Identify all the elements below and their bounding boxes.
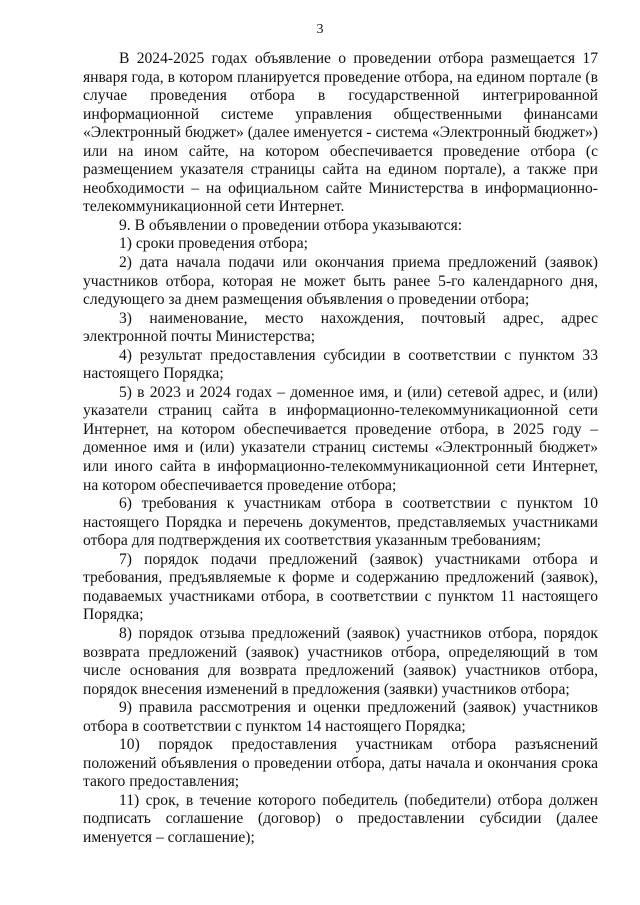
paragraph: 3) наименование, место нахождения, почтовый адрес, адрес электронной почты Министерства; <box>83 309 598 346</box>
paragraph: 2) дата начала подачи или окончания приема предложений (заявок) участников отбора, которая не может быть ранее 5-го календарного дня, следующего за днем размещения объявления о проведении отбора; <box>83 254 598 309</box>
paragraph: 4) результат предоставления субсидии в соответствии с пунктом 33 настоящего Порядка; <box>83 346 598 383</box>
paragraph: 1) сроки проведения отбора; <box>119 235 308 253</box>
paragraph: 5) в 2023 и 2024 годах – доменное имя, и (или) сетевой адрес, и (или) указатели страниц сайта в информационно-телекоммуникационной сети Интернет, на котором обеспечивается проведение отбора, в 2025 году – доменное имя и (или) указатели страниц системы «Электронный бюджет» или иного сайта в информационно-телекоммуникационной сети Интернет, на котором обеспечивается проведение отбора; <box>83 383 598 494</box>
paragraph: 10) порядок предоставления участникам отбора разъяснений положений объявления о проведении отбора, даты начала и окончания срока такого предоставления; <box>83 736 598 791</box>
paragraph: 6) требования к участникам отбора в соответствии с пунктом 10 настоящего Порядка и перечень документов, представляемых участниками отбора для подтверждения их соответствия указанным требованиям; <box>83 495 598 550</box>
document-body <box>83 50 598 848</box>
paragraph: 9. В объявлении о проведении отбора указываются: <box>119 216 463 234</box>
paragraph: 9) правила рассмотрения и оценки предложений (заявок) участников отбора в соответствии с пунктом 14 настоящего Порядка; <box>83 699 598 735</box>
paragraph: 11) срок, в течение которого победитель (победители) отбора должен подписать соглашение (договор) о предоставлении субсидии (далее именуется – соглашение); <box>83 791 598 846</box>
paragraph: В 2024-2025 годах объявление о проведении отбора размещается 17 января года, в котором планируется проведение отбора, на едином портале (в случае проведения отбора в государственной интегрированной информационной системе управления общественными финансами «Электронный бюджет» (далее именуется - система «Электронный бюджет») или на ином сайте, на котором обеспечивается проведение отбора (с размещением указателя страницы сайта на едином портале), а также при необходимости – на официальном сайте Министерства в информационно-телекоммуникационной сети Интернет. <box>83 50 598 216</box>
paragraph: 7) порядок подачи предложений (заявок) участниками отбора и требования, предъявляемые к форме и содержанию предложений (заявок), подаваемых участниками отбора, в соответствии с пунктом 11 настоящего Порядка; <box>83 550 598 624</box>
page-number: 3 <box>316 22 324 37</box>
paragraph: 8) порядок отзыва предложений (заявок) участников отбора, порядок возврата предложений (заявок) участников отбора, определяющий в том числе основания для возврата предложений (заявок) участников отбора, порядок внесения изменений в предложения (заявки) участников отбора; <box>83 624 598 698</box>
